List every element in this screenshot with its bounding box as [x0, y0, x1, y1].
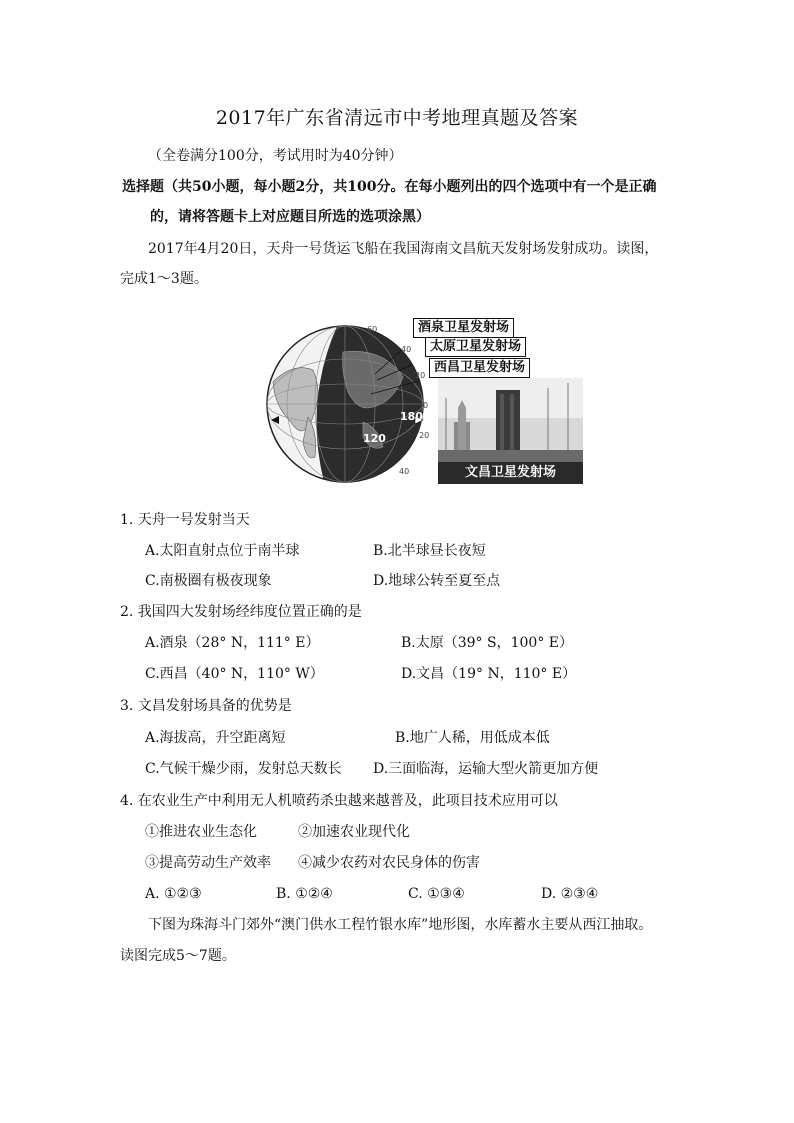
q4-item-2: ②加速农业现代化 [298, 824, 410, 840]
section-heading-line1: 选择题（共50小题，每小题2分，共100分。在每小题列出的四个选项中有一个是正确 [122, 179, 657, 195]
q3-option-b: B.地广人稀，用低成本低 [395, 730, 550, 746]
launch-site-figure [263, 318, 585, 486]
globe-lat-40: 40 [401, 345, 412, 354]
photo-caption: 文昌卫星发射场 [438, 462, 583, 484]
q2-option-d: D.文昌（19° N，110° E） [401, 666, 577, 682]
globe-lon-180: 180 [400, 410, 423, 423]
subtitle: （全卷满分100分，考试用时为40分钟） [148, 148, 403, 164]
question-4-stem: 4. 在农业生产中利用无人机喷药杀虫越来越普及，此项目技术应用可以 [120, 793, 558, 809]
q3-option-c: C.气候干燥少雨，发射总天数长 [145, 761, 342, 777]
intro-line1: 2017年4月20日，天舟一号货运飞船在我国海南文昌航天发射场发射成功。读图， [148, 241, 659, 257]
q4-item-1: ①推进农业生态化 [145, 824, 257, 840]
q1-option-a: A.太阳直射点位于南半球 [145, 543, 300, 559]
q4-option-d: D. ②③④ [541, 886, 599, 902]
q3-option-d: D.三面临海，运输大型火箭更加方便 [373, 761, 599, 777]
q1-option-c: C.南极圈有极夜现象 [145, 573, 272, 589]
q4-item-4: ④减少农药对农民身体的伤害 [298, 855, 480, 871]
q2-option-b: B.太原（39° S，100° E） [401, 635, 573, 651]
q4-option-b: B. ①②④ [276, 886, 333, 902]
intro2-line1: 下图为珠海斗门郊外“澳门供水工程竹银水库”地形图，水库蓄水主要从西江抽取。 [148, 917, 653, 933]
page-title: 2017年广东省清远市中考地理真题及答案 [215, 107, 579, 129]
label-jiuquan: 酒泉卫星发射场 [413, 318, 514, 338]
q4-item-3: ③提高劳动生产效率 [145, 855, 271, 871]
q4-option-a: A. ①②③ [145, 886, 202, 902]
q4-option-c: C. ①③④ [408, 886, 465, 902]
q1-option-b: B.北半球昼长夜短 [373, 543, 486, 559]
label-taiyuan: 太原卫星发射场 [425, 337, 526, 357]
globe-lat-20n: 20 [415, 371, 426, 380]
q1-option-d: D.地球公转至夏至点 [373, 573, 501, 589]
question-3-stem: 3. 文昌发射场具备的优势是 [120, 698, 292, 714]
globe-lat-40s: 40 [399, 467, 410, 476]
label-xichang: 西昌卫星发射场 [429, 358, 530, 378]
intro2-line2: 读图完成5～7题。 [120, 948, 236, 964]
globe-lat-20s: 20 [419, 431, 430, 440]
q3-option-a: A.海拔高，升空距离短 [145, 730, 286, 746]
wenchang-photo [438, 378, 583, 484]
q2-option-c: C.西昌（40° N，110° W） [145, 666, 324, 682]
globe-lat-0: 0 [423, 401, 429, 410]
section-heading-line2: 的，请将答题卡上对应题目所选的选项涂黑） [150, 209, 430, 225]
globe-lon-120: 120 [363, 432, 386, 445]
q2-option-a: A.酒泉（28° N，111° E） [145, 635, 320, 651]
intro-line2: 完成1～3题。 [120, 271, 208, 287]
question-1-stem: 1. 天舟一号发射当天 [120, 512, 250, 528]
globe-image [263, 322, 433, 486]
globe-lat-60: 60 [367, 325, 378, 334]
question-2-stem: 2. 我国四大发射场经纬度位置正确的是 [120, 604, 362, 620]
